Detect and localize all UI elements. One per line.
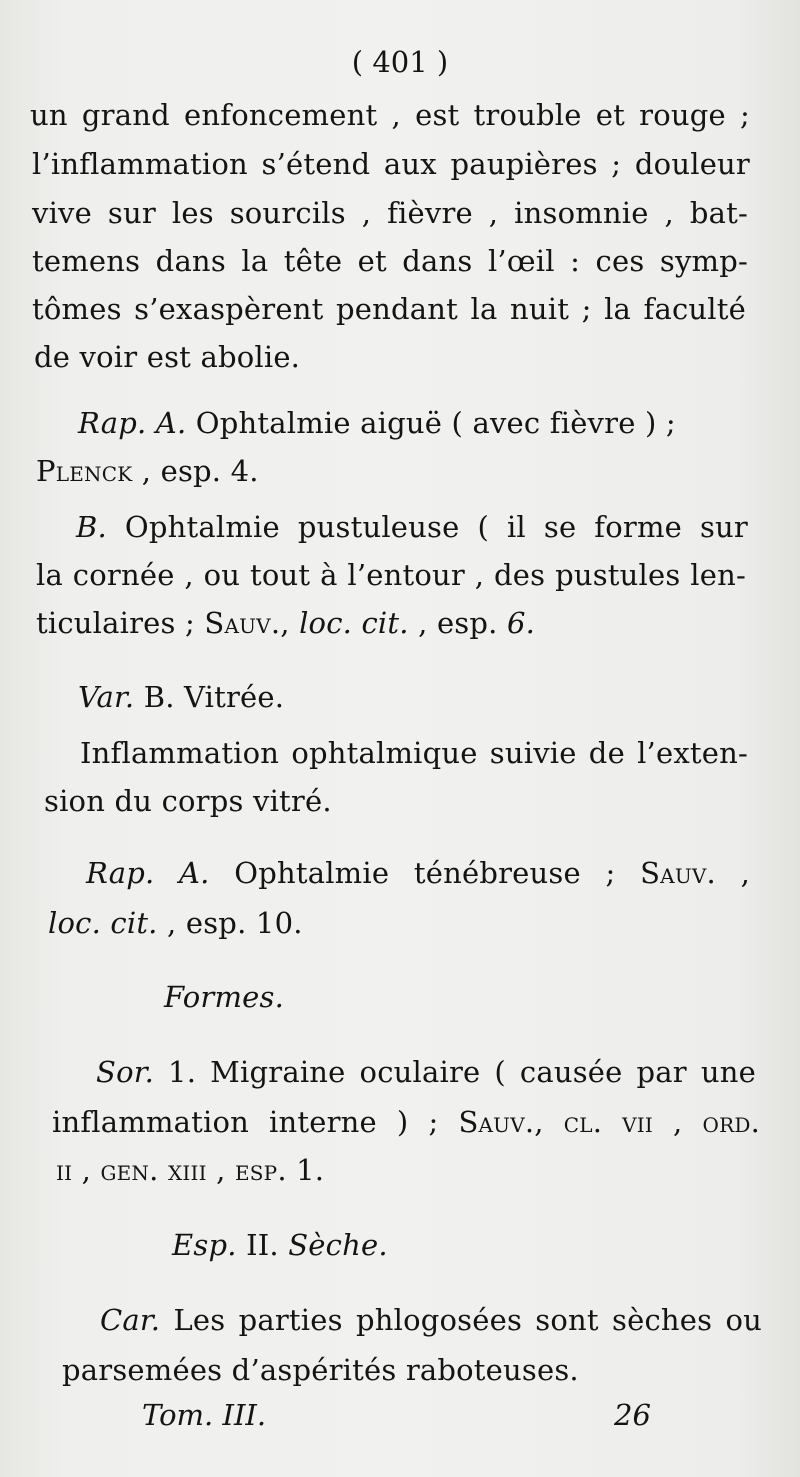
- sor-line-1: [96, 1052, 756, 1092]
- text-line-4: temens dans la tête et dans l’œil : ces symp-: [32, 244, 748, 278]
- sor-line-2: [52, 1102, 760, 1142]
- b-letter: B.: [76, 510, 107, 544]
- b-esp-num: 6.: [507, 606, 536, 640]
- sor-text-1: 1. Migraine oculaire ( causée par une: [168, 1055, 756, 1089]
- rap2-comma: ,: [740, 856, 751, 890]
- sor-line-3: ii , gen. xiii , esp. 1.: [56, 1153, 325, 1187]
- loc-cit-2: loc. cit.: [48, 906, 158, 940]
- var-b-line: [78, 677, 284, 717]
- b-comma: ,: [280, 606, 290, 640]
- plenck-line: [36, 451, 259, 491]
- author-plenck: Plenck: [36, 454, 133, 488]
- plenck-ref: , esp. 4.: [141, 454, 259, 488]
- b-text-1: Ophtalmie pustuleuse ( il se forme sur: [124, 510, 748, 544]
- rap-a2-line: [86, 853, 750, 893]
- esp-ii-heading: [172, 1225, 388, 1265]
- loc-cit: loc. cit.: [299, 606, 409, 640]
- b-text-3a: ticulaires ;: [36, 606, 195, 640]
- page-header: ( 401 ): [351, 45, 449, 79]
- rap-label: Rap.: [78, 406, 147, 440]
- sor-label: Sor.: [96, 1055, 155, 1089]
- car-line-2: parsemées d’aspérités raboteuses.: [62, 1353, 579, 1387]
- rap-text: Ophtalmie aiguë ( avec fièvre ) ;: [195, 406, 676, 440]
- sor-text-2a: inflammation interne ) ;: [52, 1105, 439, 1139]
- var-label: Var.: [78, 680, 135, 714]
- car-label: Car.: [100, 1303, 161, 1337]
- esp-label: Esp.: [172, 1228, 237, 1262]
- text-line-6: de voir est abolie.: [34, 340, 301, 374]
- formes-heading: Formes.: [164, 980, 285, 1014]
- sauv-ref: Sauv.: [204, 606, 281, 640]
- rap2-text: Ophtalmie ténébreuse ;: [234, 856, 616, 890]
- rap-letter: A.: [155, 406, 187, 440]
- sauv-ref-3: Sauv.: [458, 1105, 535, 1139]
- esp-name: Sèche.: [288, 1228, 388, 1262]
- text-line-1: un grand enfoncement , est trouble et rouge ;: [30, 98, 750, 132]
- b-line-2: la cornée , ou tout à l’entour , des pustules len-: [36, 558, 746, 592]
- b-text-3b: , esp.: [418, 606, 498, 640]
- sor-text-2b: , cl. vii , ord.: [534, 1105, 760, 1139]
- rap-a-line: [78, 403, 676, 443]
- gathering-signature: 26: [614, 1398, 651, 1432]
- text-line-5: tômes s’exaspèrent pendant la nuit ; la faculté: [32, 292, 746, 326]
- car-text-1: Les parties phlogosées sont sèches ou: [173, 1303, 763, 1337]
- sauv-ref-2: Sauv.: [640, 856, 716, 890]
- volume-signature: Tom. III.: [142, 1398, 267, 1432]
- rap2-letter: A.: [179, 856, 210, 890]
- b-line-1: [76, 507, 748, 547]
- infl-line-2: sion du corps vitré.: [44, 784, 332, 818]
- rap2-rest: , esp. 10.: [167, 906, 303, 940]
- car-line-1: [100, 1300, 762, 1340]
- rap2-label: Rap.: [86, 856, 155, 890]
- esp-num: II.: [246, 1228, 279, 1262]
- text-line-3: vive sur les sourcils , fièvre , insomnie , bat-: [32, 196, 748, 230]
- var-text: B. Vitrée.: [143, 680, 285, 714]
- text-line-2: l’inflammation s’étend aux paupières ; douleur: [32, 147, 750, 181]
- b-line-3: [36, 603, 535, 643]
- rap-a2-line-2: [48, 903, 303, 943]
- infl-line-1: Inflammation ophtalmique suivie de l’exten-: [80, 736, 748, 770]
